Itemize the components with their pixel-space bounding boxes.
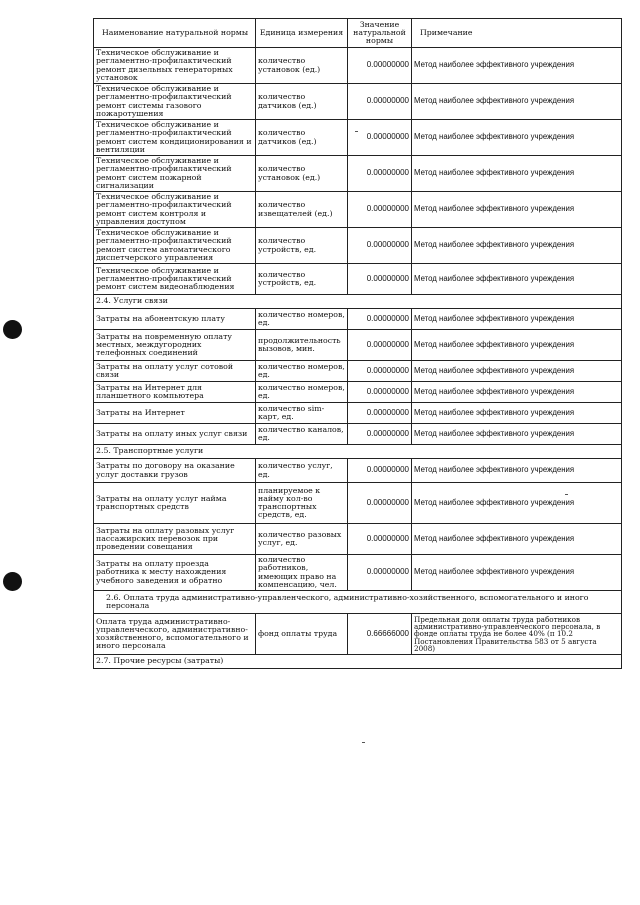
header-note: Примечание bbox=[412, 19, 622, 48]
row-value: 0.00000000 bbox=[348, 84, 412, 120]
row-note: Метод наиболее эффективного учреждения bbox=[412, 120, 622, 156]
row-unit: планируемое к найму кол-во транспортных средств, ед. bbox=[256, 483, 348, 524]
table-row bbox=[94, 192, 622, 228]
row-value: 0.00000000 bbox=[348, 483, 412, 524]
table-row bbox=[94, 228, 622, 264]
row-note: Метод наиболее эффективного учреждения bbox=[412, 48, 622, 84]
row-unit: фонд оплаты труда bbox=[256, 614, 348, 655]
row-unit: количество разовых услуг, ед. bbox=[256, 524, 348, 555]
table-row bbox=[94, 330, 622, 361]
table-row bbox=[94, 524, 622, 555]
row-value: 0.00000000 bbox=[348, 48, 412, 84]
row-unit: количество номеров, ед. bbox=[256, 382, 348, 403]
section-row bbox=[94, 445, 622, 459]
row-value: 0.00000000 bbox=[348, 424, 412, 445]
row-note: Метод наиболее эффективного учреждения bbox=[412, 459, 622, 483]
punch-hole-bottom bbox=[3, 572, 22, 591]
row-unit: количество устройств, ед. bbox=[256, 264, 348, 295]
row-value: 0.00000000 bbox=[348, 361, 412, 382]
table-row bbox=[94, 120, 622, 156]
section-title-transport: 2.5. Транспортные услуги bbox=[94, 445, 622, 459]
row-unit: количество номеров, ед. bbox=[256, 309, 348, 330]
table-header-row bbox=[94, 19, 622, 48]
row-unit: количество датчиков (ед.) bbox=[256, 84, 348, 120]
row-value: 0.00000000 bbox=[348, 228, 412, 264]
row-note: Метод наиболее эффективного учреждения bbox=[412, 192, 622, 228]
row-value: 0.00000000 bbox=[348, 524, 412, 555]
table-row bbox=[94, 361, 622, 382]
row-note: Метод наиболее эффективного учреждения bbox=[412, 483, 622, 524]
table-row bbox=[94, 459, 622, 483]
row-note: Метод наиболее эффективного учреждения bbox=[412, 84, 622, 120]
section-title-communications: 2.4. Услуги связи bbox=[94, 295, 622, 309]
row-value: 0.00000000 bbox=[348, 330, 412, 361]
table-row bbox=[94, 614, 622, 655]
row-unit: количество sim-карт, ед. bbox=[256, 403, 348, 424]
row-value: 0.00000000 bbox=[348, 192, 412, 228]
table-row bbox=[94, 48, 622, 84]
row-unit: количество услуг, ед. bbox=[256, 459, 348, 483]
section-row bbox=[94, 295, 622, 309]
row-name: Затраты на оплату услуг найма транспортных средств bbox=[94, 483, 256, 524]
row-name: Оплата труда административно-управленческого, административно-хозяйственного, вспомогательного и иного персонала bbox=[94, 614, 256, 655]
row-name: Затраты на оплату иных услуг связи bbox=[94, 424, 256, 445]
row-name: Затраты по договору на оказание услуг доставки грузов bbox=[94, 459, 256, 483]
row-value: 0.00000000 bbox=[348, 156, 412, 192]
row-unit: количество извещателей (ед.) bbox=[256, 192, 348, 228]
row-name: Затраты на Интернет bbox=[94, 403, 256, 424]
row-note: Метод наиболее эффективного учреждения bbox=[412, 524, 622, 555]
table-row bbox=[94, 555, 622, 591]
section-title-other: 2.7. Прочие ресурсы (затраты) bbox=[94, 655, 622, 669]
row-name: Техническое обслуживание и регламентно-профилактический ремонт систем контроля и управления доступом bbox=[94, 192, 256, 228]
section-row bbox=[94, 591, 622, 614]
row-unit: количество каналов, ед. bbox=[256, 424, 348, 445]
row-note: Метод наиболее эффективного учреждения bbox=[412, 361, 622, 382]
row-name: Затраты на Интернет для планшетного компьютера bbox=[94, 382, 256, 403]
row-note: Метод наиболее эффективного учреждения bbox=[412, 403, 622, 424]
row-unit: количество номеров, ед. bbox=[256, 361, 348, 382]
row-unit: количество устройств, ед. bbox=[256, 228, 348, 264]
row-name: Техническое обслуживание и регламентно-профилактический ремонт систем пожарной сигнализации bbox=[94, 156, 256, 192]
row-note: Метод наиболее эффективного учреждения bbox=[412, 264, 622, 295]
row-note: Метод наиболее эффективного учреждения bbox=[412, 382, 622, 403]
table-row bbox=[94, 382, 622, 403]
header-value: Значение натуральной нормы bbox=[348, 19, 412, 48]
row-name: Техническое обслуживание и регламентно-профилактический ремонт систем автоматического диспетчерского управления bbox=[94, 228, 256, 264]
row-value: 0.00000000 bbox=[348, 403, 412, 424]
row-value: 0.00000000 bbox=[348, 555, 412, 591]
row-unit: количество работников, имеющих право на компенсацию, чел. bbox=[256, 555, 348, 591]
row-name: Затраты на оплату разовых услуг пассажирских перевозок при проведении совещания bbox=[94, 524, 256, 555]
row-unit: продолжительность вызовов, мин. bbox=[256, 330, 348, 361]
punch-hole-top bbox=[3, 320, 22, 339]
row-name: Затраты на оплату услуг сотовой связи bbox=[94, 361, 256, 382]
table-row bbox=[94, 403, 622, 424]
section-row bbox=[94, 655, 622, 669]
row-value: 0.66666000 bbox=[348, 614, 412, 655]
row-value: 0.00000000 bbox=[348, 459, 412, 483]
table-row bbox=[94, 424, 622, 445]
row-note: Метод наиболее эффективного учреждения bbox=[412, 424, 622, 445]
header-name: Наименование натуральной нормы bbox=[94, 19, 256, 48]
row-name: Техническое обслуживание и регламентно-профилактический ремонт системы газового пожаротушения bbox=[94, 84, 256, 120]
section-title-labor: 2.6. Оплата труда административно-управленческого, административно-хозяйственного, вспомогательного и иного персонала bbox=[94, 591, 622, 614]
row-value: 0.00000000 bbox=[348, 309, 412, 330]
row-name: Техническое обслуживание и регламентно-профилактический ремонт дизельных генераторных установок bbox=[94, 48, 256, 84]
row-value: 0.00000000 bbox=[348, 264, 412, 295]
row-note: Предельная доля оплаты труда работников административно-управленческого персонала, в фонде оплаты труда не более 40% (п 10.2 Постановления Правительства 583 от 5 августа 2008) bbox=[412, 614, 622, 655]
row-name: Затраты на абонентскую плату bbox=[94, 309, 256, 330]
scan-speck bbox=[362, 742, 365, 743]
row-note: Метод наиболее эффективного учреждения bbox=[412, 555, 622, 591]
table-row bbox=[94, 264, 622, 295]
row-name: Техническое обслуживание и регламентно-профилактический ремонт систем видеонаблюдения bbox=[94, 264, 256, 295]
table-row bbox=[94, 309, 622, 330]
row-unit: количество установок (ед.) bbox=[256, 156, 348, 192]
row-unit: количество датчиков (ед.) bbox=[256, 120, 348, 156]
row-name: Затраты на оплату проезда работника к месту нахождения учебного заведения и обратно bbox=[94, 555, 256, 591]
table-row bbox=[94, 84, 622, 120]
row-note: Метод наиболее эффективного учреждения bbox=[412, 156, 622, 192]
row-value: 0.00000000 bbox=[348, 120, 412, 156]
row-name: Затраты на повременную оплату местных, междугородних телефонных соединений bbox=[94, 330, 256, 361]
row-name: Техническое обслуживание и регламентно-профилактический ремонт систем кондиционирования и вентиляции bbox=[94, 120, 256, 156]
row-note: Метод наиболее эффективного учреждения bbox=[412, 330, 622, 361]
row-unit: количество установок (ед.) bbox=[256, 48, 348, 84]
row-note: Метод наиболее эффективного учреждения bbox=[412, 228, 622, 264]
table-row bbox=[94, 483, 622, 524]
row-note: Метод наиболее эффективного учреждения bbox=[412, 309, 622, 330]
header-unit: Единица измерения bbox=[256, 19, 348, 48]
table-row bbox=[94, 156, 622, 192]
row-value: 0.00000000 bbox=[348, 382, 412, 403]
natural-norms-table bbox=[93, 18, 622, 669]
